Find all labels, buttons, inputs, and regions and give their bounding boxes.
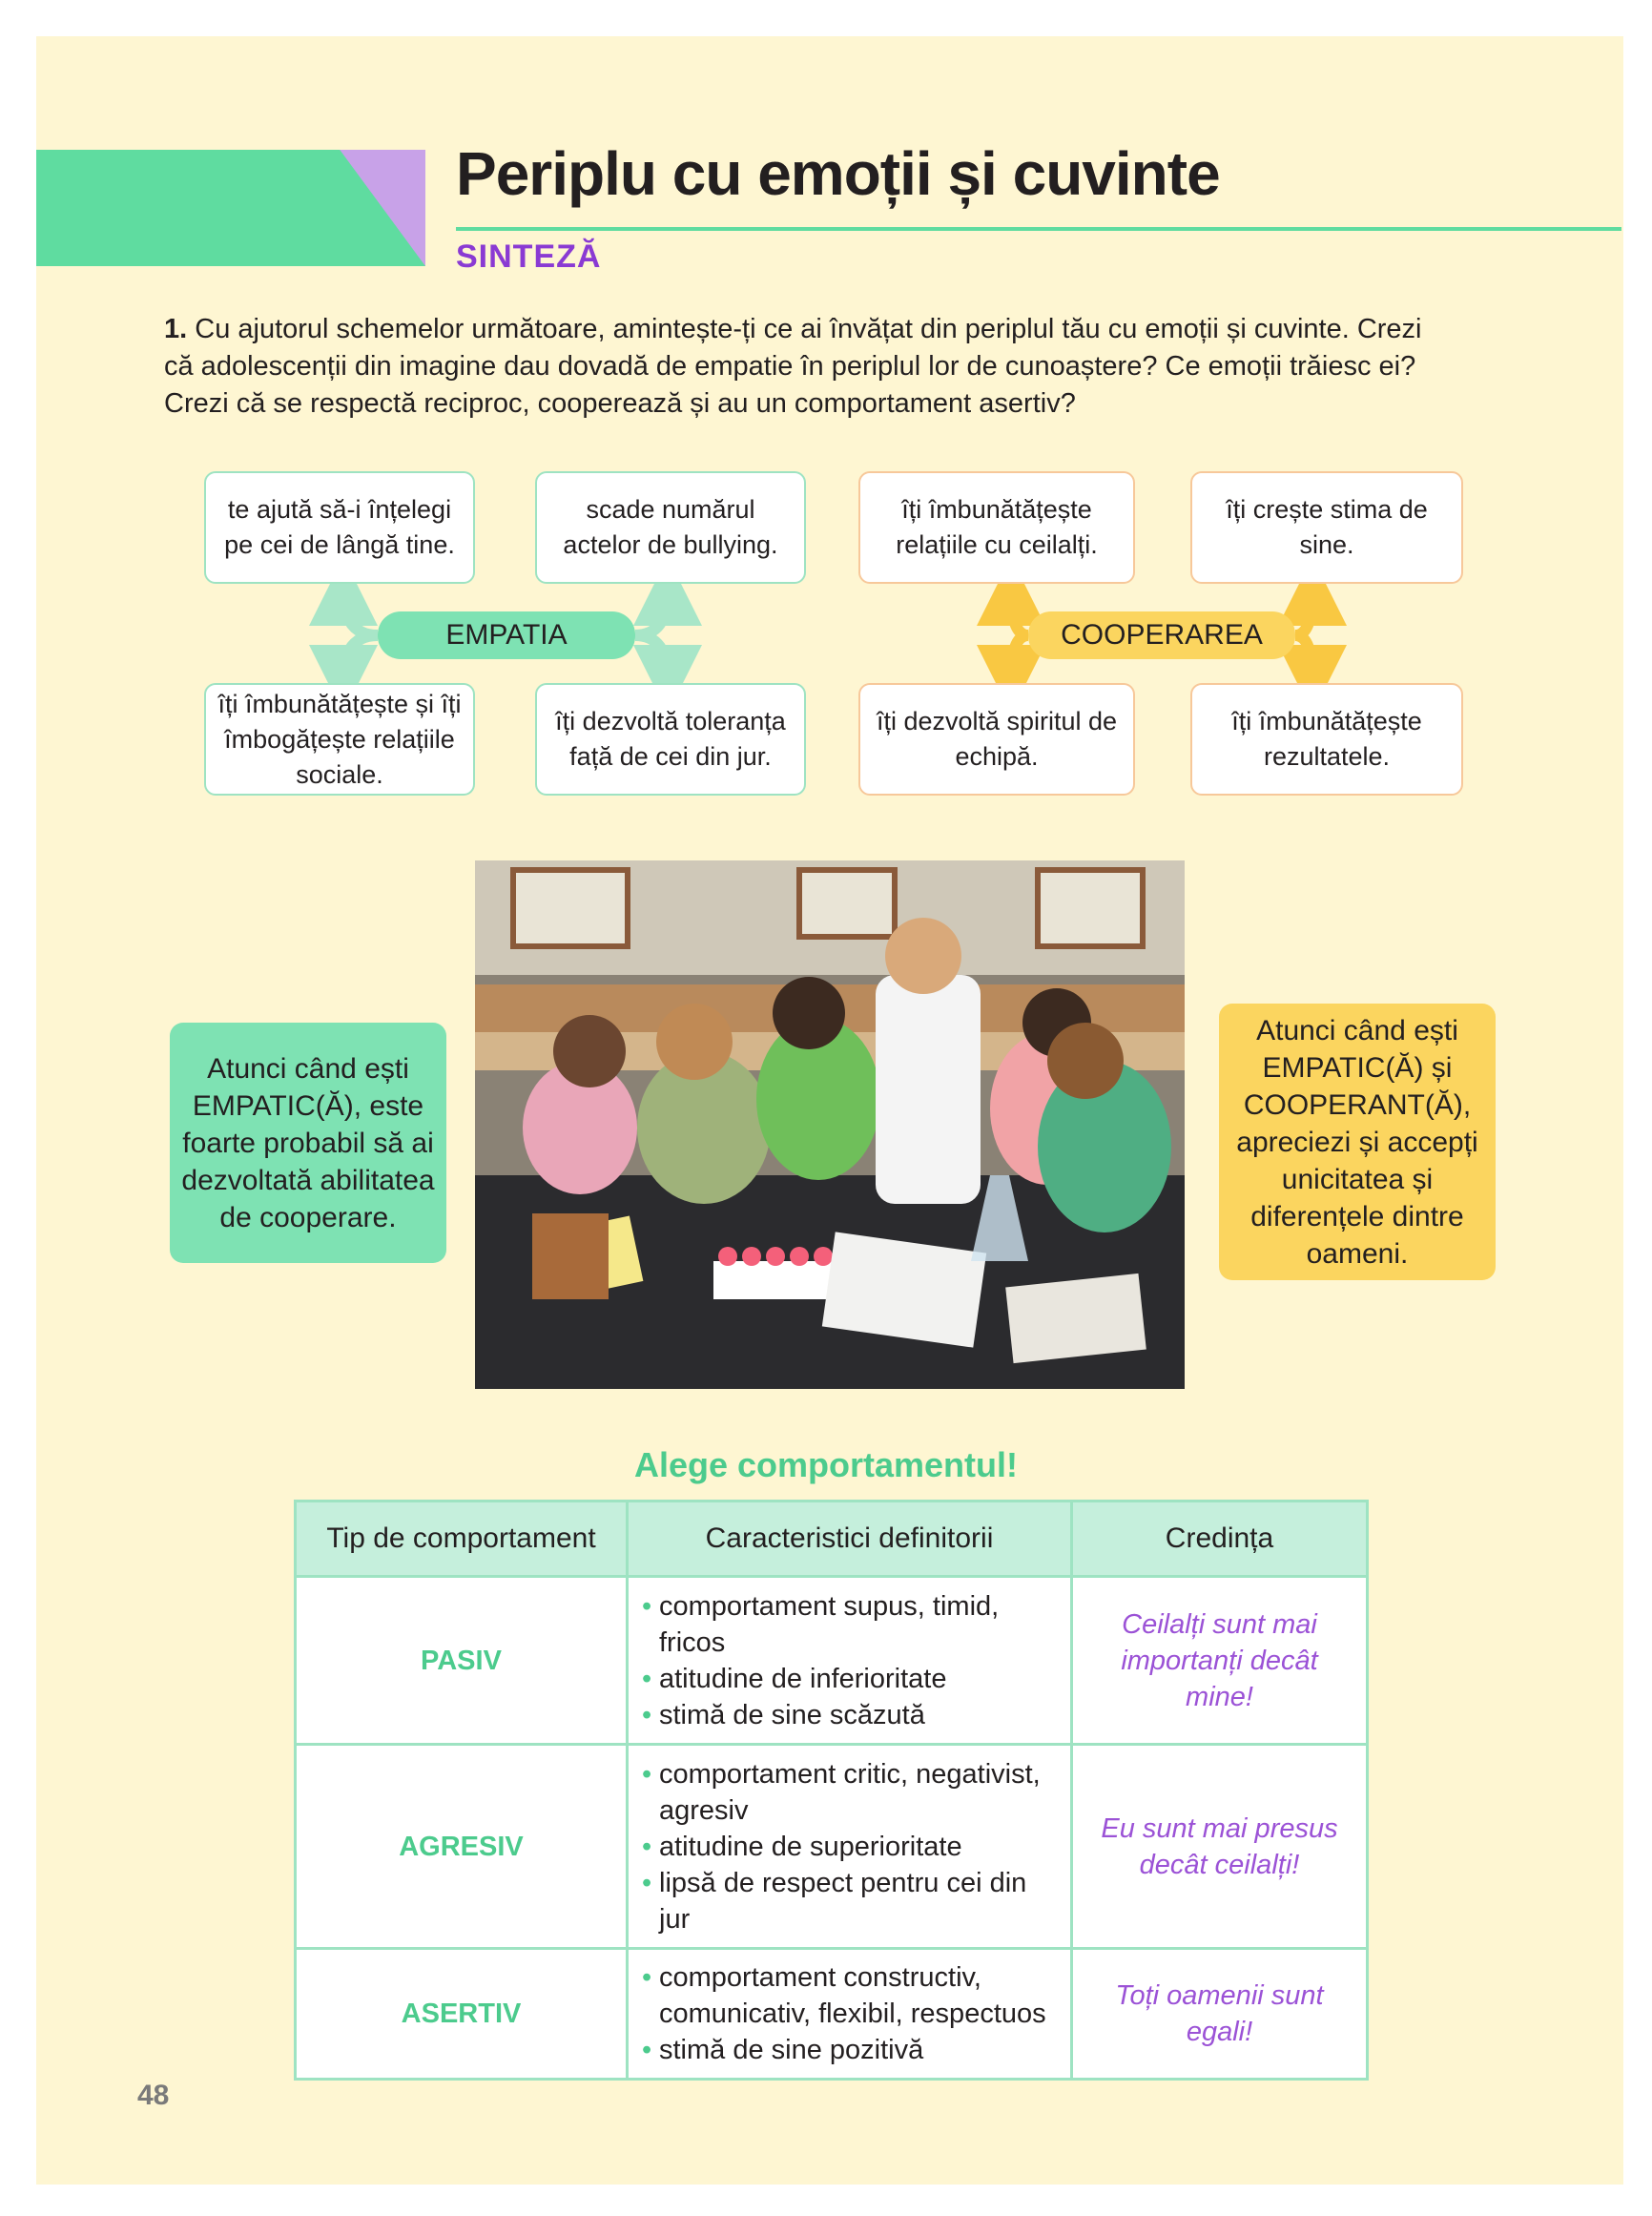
header-belief: Credința	[1072, 1501, 1368, 1577]
behavior-traits	[628, 1745, 1072, 1949]
behavior-table	[294, 1500, 1369, 2081]
behavior-type-passive: PASIV	[296, 1577, 628, 1745]
empathy-note: Atunci când ești EMPATIC(Ă), este foarte probabil să ai dezvoltată abilitatea de cooperare.	[170, 1023, 446, 1263]
behavior-table-title: Alege comportamentul!	[633, 1445, 1019, 1484]
header-traits: Caracteristici definitorii	[628, 1501, 1072, 1577]
trait-item: • lipsă de respect pentru cei din jur	[636, 1865, 1063, 1937]
empathy-benefit-relations: îți îmbunătățește și îți îmbogățește relațiile sociale.	[204, 683, 475, 796]
cooperation-benefit-relations: îți îmbunătățește relațiile cu ceilalți.	[858, 471, 1135, 584]
behavior-type-assertive: ASERTIV	[296, 1949, 628, 2080]
table-row	[296, 1949, 1368, 2080]
exercise-text	[164, 311, 1433, 423]
trait-item: • stimă de sine scăzută	[636, 1697, 1063, 1733]
empathy-benefit-bullying: scade numărul actelor de bullying.	[535, 471, 806, 584]
empathy-benefit-understand: te ajută să-i înțelegi pe cei de lângă tine.	[204, 471, 475, 584]
behavior-belief: Ceilalți sunt mai importanți decât mine!	[1072, 1577, 1368, 1745]
table-row	[296, 1745, 1368, 1949]
header-type: Tip de comportament	[296, 1501, 628, 1577]
table-row	[296, 1577, 1368, 1745]
cooperation-benefit-esteem: îți crește stima de sine.	[1190, 471, 1463, 584]
trait-item: • atitudine de superioritate	[636, 1829, 1063, 1865]
lab-photo	[475, 860, 1185, 1389]
title-underline	[456, 227, 1621, 231]
trait-item: • comportament constructiv, comunicativ, flexibil, respectuos	[636, 1959, 1063, 2032]
cooperation-benefit-results: îți îmbunătățește rezultatele.	[1190, 683, 1463, 796]
table-header-row	[296, 1501, 1368, 1577]
lab-photo-illustration	[475, 860, 1185, 1389]
behavior-traits	[628, 1577, 1072, 1745]
empathy-label: EMPATIA	[378, 611, 635, 659]
page-number: 48	[137, 2080, 170, 2111]
behavior-type-aggressive: AGRESIV	[296, 1745, 628, 1949]
trait-item: • comportament critic, negativist, agresiv	[636, 1756, 1063, 1829]
behavior-belief: Eu sunt mai presus decât ceilalți!	[1072, 1745, 1368, 1949]
trait-item: • comportament supus, timid, fricos	[636, 1588, 1063, 1661]
cooperation-benefit-team: îți dezvoltă spiritul de echipă.	[858, 683, 1135, 796]
section-subtitle: SINTEZĂ	[456, 238, 602, 275]
trait-item: • stimă de sine pozitivă	[636, 2032, 1063, 2068]
exercise-number: 1.	[164, 314, 188, 344]
page-title: Periplu cu emoții și cuvinte	[456, 139, 1220, 208]
cooperation-note: Atunci când ești EMPATIC(Ă) și COOPERANT(Ă), apreciezi și accepți unicitatea și diferențele dintre oameni.	[1219, 1004, 1496, 1280]
empathy-benefit-tolerance: îți dezvoltă toleranța față de cei din jur.	[535, 683, 806, 796]
behavior-belief: Toți oamenii sunt egali!	[1072, 1949, 1368, 2080]
behavior-traits	[628, 1949, 1072, 2080]
exercise-question: Cu ajutorul schemelor următoare, amintește-ți ce ai învățat din periplul tău cu emoții și cuvinte. Crezi că adolescenții din imagine dau dovadă de empatie în periplul lor de cunoaștere? Ce emoții trăiesc ei? Crezi că se respectă reciproc, cooperează și au un comportament asertiv?	[164, 314, 1422, 419]
cooperation-label: COOPERAREA	[1028, 611, 1295, 659]
trait-item: • atitudine de inferioritate	[636, 1661, 1063, 1697]
